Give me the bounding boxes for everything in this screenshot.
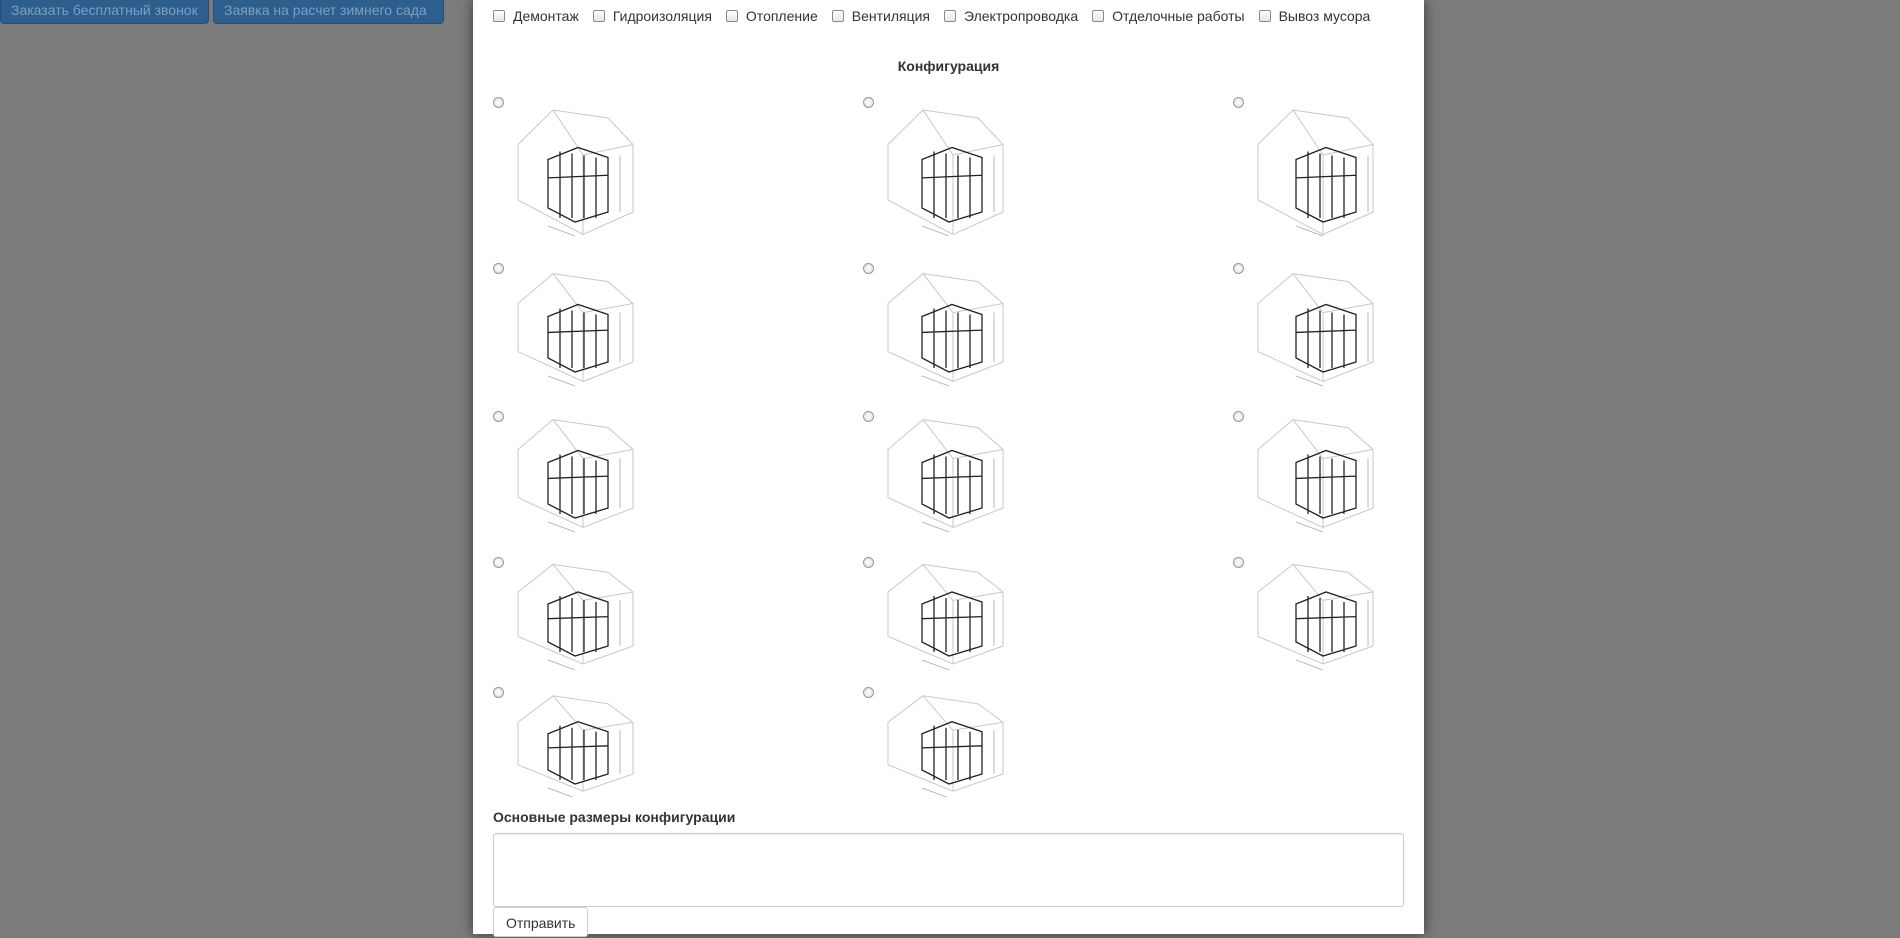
checkbox[interactable]	[593, 10, 605, 22]
dimensions-textarea[interactable]	[493, 833, 1404, 907]
configuration-diagram	[883, 258, 1033, 388]
configuration-diagram	[513, 404, 663, 534]
configuration-diagram	[513, 258, 663, 388]
work-option-label: Вентиляция	[851, 8, 930, 24]
work-option-heating[interactable]	[726, 8, 818, 24]
configuration-radio[interactable]	[1233, 263, 1244, 274]
work-option-label: Вывоз мусора	[1278, 8, 1371, 24]
configuration-diagram	[883, 404, 1033, 534]
work-option-label: Отделочные работы	[1112, 8, 1245, 24]
works-checkbox-row	[493, 8, 1384, 24]
configuration-radio[interactable]	[493, 97, 504, 108]
work-option-waterproofing[interactable]	[593, 8, 712, 24]
configuration-diagram	[513, 682, 663, 797]
checkbox[interactable]	[832, 10, 844, 22]
work-option-label: Демонтаж	[513, 8, 579, 24]
configuration-radio[interactable]	[493, 687, 504, 698]
checkbox[interactable]	[493, 10, 505, 22]
configuration-radio[interactable]	[863, 557, 874, 568]
configuration-diagram	[1253, 92, 1403, 242]
configuration-radio[interactable]	[863, 411, 874, 422]
work-option-finishing[interactable]	[1092, 8, 1244, 24]
work-option-label: Гидроизоляция	[612, 8, 712, 24]
configuration-diagram	[883, 682, 1033, 797]
configuration-radio[interactable]	[493, 411, 504, 422]
work-option-label: Отопление	[745, 8, 818, 24]
configuration-radio[interactable]	[493, 263, 504, 274]
configuration-radio[interactable]	[863, 687, 874, 698]
checkbox[interactable]	[1259, 10, 1271, 22]
configuration-diagram	[883, 92, 1033, 242]
submit-button[interactable]: Отправить	[493, 907, 588, 937]
configuration-radio[interactable]	[1233, 557, 1244, 568]
configuration-radio[interactable]	[863, 263, 874, 274]
request-modal	[473, 0, 1424, 934]
configuration-diagram	[883, 550, 1033, 670]
configuration-diagram	[513, 92, 663, 242]
configuration-diagram	[1253, 258, 1403, 388]
configuration-radio[interactable]	[1233, 97, 1244, 108]
checkbox[interactable]	[726, 10, 738, 22]
configuration-diagram	[1253, 404, 1403, 534]
checkbox[interactable]	[1092, 10, 1104, 22]
configuration-radio[interactable]	[863, 97, 874, 108]
work-option-wiring[interactable]	[944, 8, 1078, 24]
configuration-diagram	[1253, 550, 1403, 670]
configuration-radio[interactable]	[1233, 411, 1244, 422]
work-option-waste-removal[interactable]	[1259, 8, 1371, 24]
configuration-diagram	[513, 550, 663, 670]
dimensions-label: Основные размеры конфигурации	[493, 809, 736, 825]
work-option-demolition[interactable]	[493, 8, 579, 24]
checkbox[interactable]	[944, 10, 956, 22]
free-call-button[interactable]: Заказать бесплатный звонок	[0, 0, 209, 24]
winter-garden-request-button[interactable]: Заявка на расчет зимнего сада	[213, 0, 444, 24]
configuration-radio[interactable]	[493, 557, 504, 568]
work-option-label: Электропроводка	[964, 8, 1079, 24]
configuration-title: Конфигурация	[897, 58, 1000, 74]
work-option-ventilation[interactable]	[832, 8, 930, 24]
